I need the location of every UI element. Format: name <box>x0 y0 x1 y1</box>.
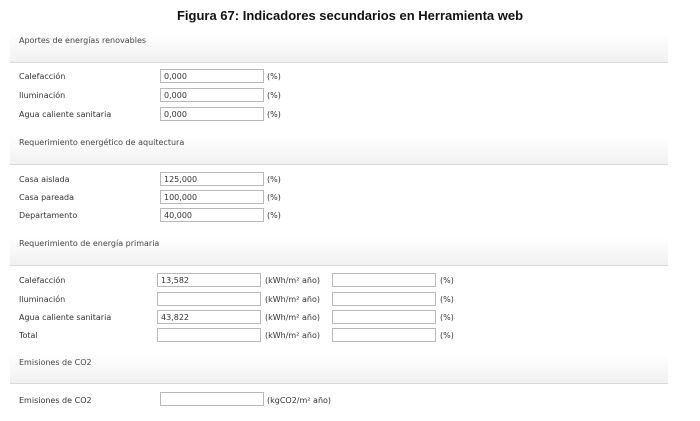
input-emisiones-co2[interactable] <box>160 392 264 406</box>
section-title-emisiones: Emisiones de CO2 <box>19 358 92 367</box>
figure-title: Figura 67: Indicadores secundarios en Herramienta web <box>176 8 524 23</box>
input-primaria-iluminacion[interactable] <box>157 292 261 306</box>
label-iluminacion: Iluminación <box>19 91 66 100</box>
unit-percent: (%) <box>440 313 454 322</box>
label-casa-pareada: Casa pareada <box>19 193 74 202</box>
input-primaria-calefaccion[interactable]: 13,582 <box>157 273 261 287</box>
label-agua-caliente: Agua caliente sanitaria <box>19 313 112 322</box>
unit-percent: (%) <box>267 110 281 119</box>
input-departamento[interactable]: 40,000 <box>160 208 264 222</box>
unit-kwh: (kWh/m² año) <box>265 295 320 304</box>
label-iluminacion: Iluminación <box>19 295 66 304</box>
label-agua-caliente: Agua caliente sanitaria <box>19 110 112 119</box>
unit-percent: (%) <box>440 276 454 285</box>
unit-percent: (%) <box>267 91 281 100</box>
unit-percent: (%) <box>440 331 454 340</box>
unit-percent: (%) <box>267 175 281 184</box>
section-title-arquitectura: Requerimiento energético de aquitectura <box>19 138 185 147</box>
input-renovable-calefaccion[interactable]: 0,000 <box>160 69 264 83</box>
input-casa-aislada[interactable]: 125,000 <box>160 172 264 186</box>
unit-kwh: (kWh/m² año) <box>265 276 320 285</box>
unit-kwh: (kWh/m² año) <box>265 313 320 322</box>
unit-percent: (%) <box>267 193 281 202</box>
input-casa-pareada[interactable]: 100,000 <box>160 190 264 204</box>
input-renovable-agua-caliente[interactable]: 0,000 <box>160 107 264 121</box>
unit-kwh: (kWh/m² año) <box>265 331 320 340</box>
label-emisiones-co2: Emisiones de CO2 <box>19 396 92 405</box>
section-header-emisiones <box>10 355 668 384</box>
label-calefaccion: Calefacción <box>19 72 66 81</box>
label-calefaccion: Calefacción <box>19 276 66 285</box>
section-title-renovables: Aportes de energías renovables <box>19 36 147 45</box>
input-primaria-agua-caliente-pct[interactable] <box>332 310 436 324</box>
input-primaria-agua-caliente[interactable]: 43,822 <box>157 310 261 324</box>
input-primaria-calefaccion-pct[interactable] <box>332 273 436 287</box>
unit-percent: (%) <box>267 211 281 220</box>
input-primaria-total-pct[interactable] <box>332 328 436 342</box>
label-total: Total <box>19 331 38 340</box>
unit-kgco2: (kgCO2/m² año) <box>267 396 332 405</box>
input-renovable-iluminacion[interactable]: 0,000 <box>160 88 264 102</box>
unit-percent: (%) <box>267 72 281 81</box>
unit-percent: (%) <box>440 295 454 304</box>
label-departamento: Departamento <box>19 211 78 220</box>
input-primaria-iluminacion-pct[interactable] <box>332 292 436 306</box>
section-title-primaria: Requerimiento de energía primaria <box>19 239 160 248</box>
input-primaria-total[interactable] <box>157 328 261 342</box>
label-casa-aislada: Casa aislada <box>19 175 70 184</box>
